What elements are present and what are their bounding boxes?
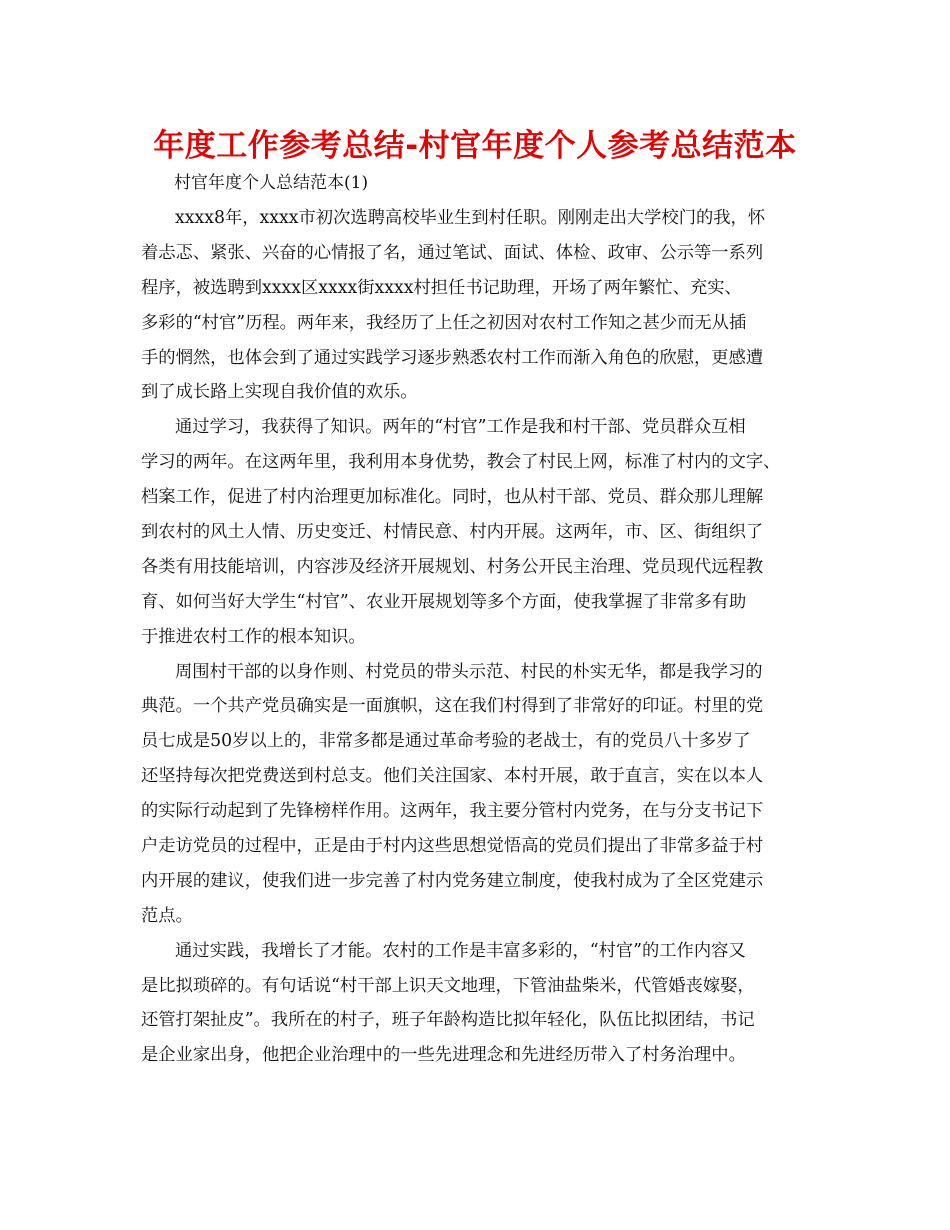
body-paragraph: [141, 410, 821, 654]
paragraph-line: 学习的两年。在这两年里，我利用本身优势，教会了村民上网，标准了村内的文字、: [141, 452, 781, 473]
paragraph-line: 程序，被选聘到xxxx区xxxx街xxxx村担任书记助理，开场了两年繁忙、充实、: [141, 277, 742, 298]
paragraph-line: xxxx8年，xxxx市初次选聘高校毕业生到村任职。刚刚走出大学校门的我，怀: [175, 208, 766, 228]
paragraph-line: 范点。: [141, 905, 193, 926]
paragraph-line: 各类有用技能培训，内容涉及经济开展规划、村务公开民主治理、党员现代远程教: [141, 556, 764, 577]
paragraph-line: 户走访党员的过程中，正是由于村内这些思想觉悟高的党员们提出了非常多益于村: [141, 836, 764, 857]
document-subtitle: 村官年度个人总结范本(1): [174, 173, 369, 193]
paragraph-line: 还坚持每次把党费送到村总支。他们关注国家、本村开展，敢于直言，实在以本人: [141, 766, 764, 787]
paragraph-line: 手的惘然，也体会到了通过实践学习逐步熟悉农村工作而渐入角色的欣慰，更感遭: [141, 347, 764, 368]
paragraph-line: 育、如何当好大学生“村官”、农业开展规划等多个方面，使我掌握了非常多有助: [141, 591, 747, 612]
paragraph-line: 还管打架扯皮”。我所在的村子，班子年龄构造比拟年轻化，队伍比拟团结，书记: [141, 1010, 755, 1031]
paragraph-line: 通过学习，我获得了知识。两年的“村官”工作是我和村干部、党员群众互相: [175, 417, 746, 438]
paragraph-line: 员七成是50岁以上的，非常多都是通过革命考验的老战士，有的党员八十多岁了: [141, 731, 751, 752]
paragraph-line: 到农村的风土人情、历史变迁、村情民意、村内开展。这两年，市、区、街组织了: [141, 522, 764, 543]
paragraph-line: 是企业家出身，他把企业治理中的一些先进理念和先进经历带入了村务治理中。: [141, 1045, 746, 1066]
paragraph-line: 多彩的“村官”历程。两年来，我经历了上任之初因对农村工作知之甚少而无从插: [141, 312, 747, 333]
body-paragraph: [141, 655, 821, 934]
paragraph-line: 通过实践，我增长了才能。农村的工作是丰富多彩的，“村官”的工作内容又: [175, 940, 746, 961]
paragraph-line: 内开展的建议，使我们进一步完善了村内党务建立制度，使我村成为了全区党建示: [141, 870, 764, 891]
paragraph-line: 到了成长路上实现自我价值的欢乐。: [141, 382, 418, 403]
body-paragraph: [141, 934, 821, 1074]
document-title: 年度工作参考总结-村官年度个人参考总结范本: [153, 128, 797, 164]
paragraph-line: 于推进农村工作的根本知识。: [141, 626, 366, 647]
paragraph-line: 档案工作，促进了村内治理更加标准化。同时，也从村干部、党员、群众那儿理解: [141, 487, 764, 508]
paragraph-line: 着忐忑、紧张、兴奋的心情报了名，通过笔试、面试、体检、政审、公示等一系列: [141, 242, 764, 263]
body-paragraph: [141, 201, 821, 410]
paragraph-line: 典范。一个共产党员确实是一面旗帜，这在我们村得到了非常好的印证。村里的党: [141, 696, 764, 717]
document-body: [141, 201, 821, 1073]
paragraph-line: 周围村干部的以身作则、村党员的带头示范、村民的朴实无华，都是我学习的: [175, 661, 763, 682]
paragraph-line: 的实际行动起到了先锋榜样作用。这两年，我主要分管村内党务，在与分支书记下: [141, 801, 764, 822]
paragraph-line: 是比拟琐碎的。有句话说“村干部上识天文地理，下管油盐柴米，代管婚丧嫁娶，: [141, 975, 755, 996]
